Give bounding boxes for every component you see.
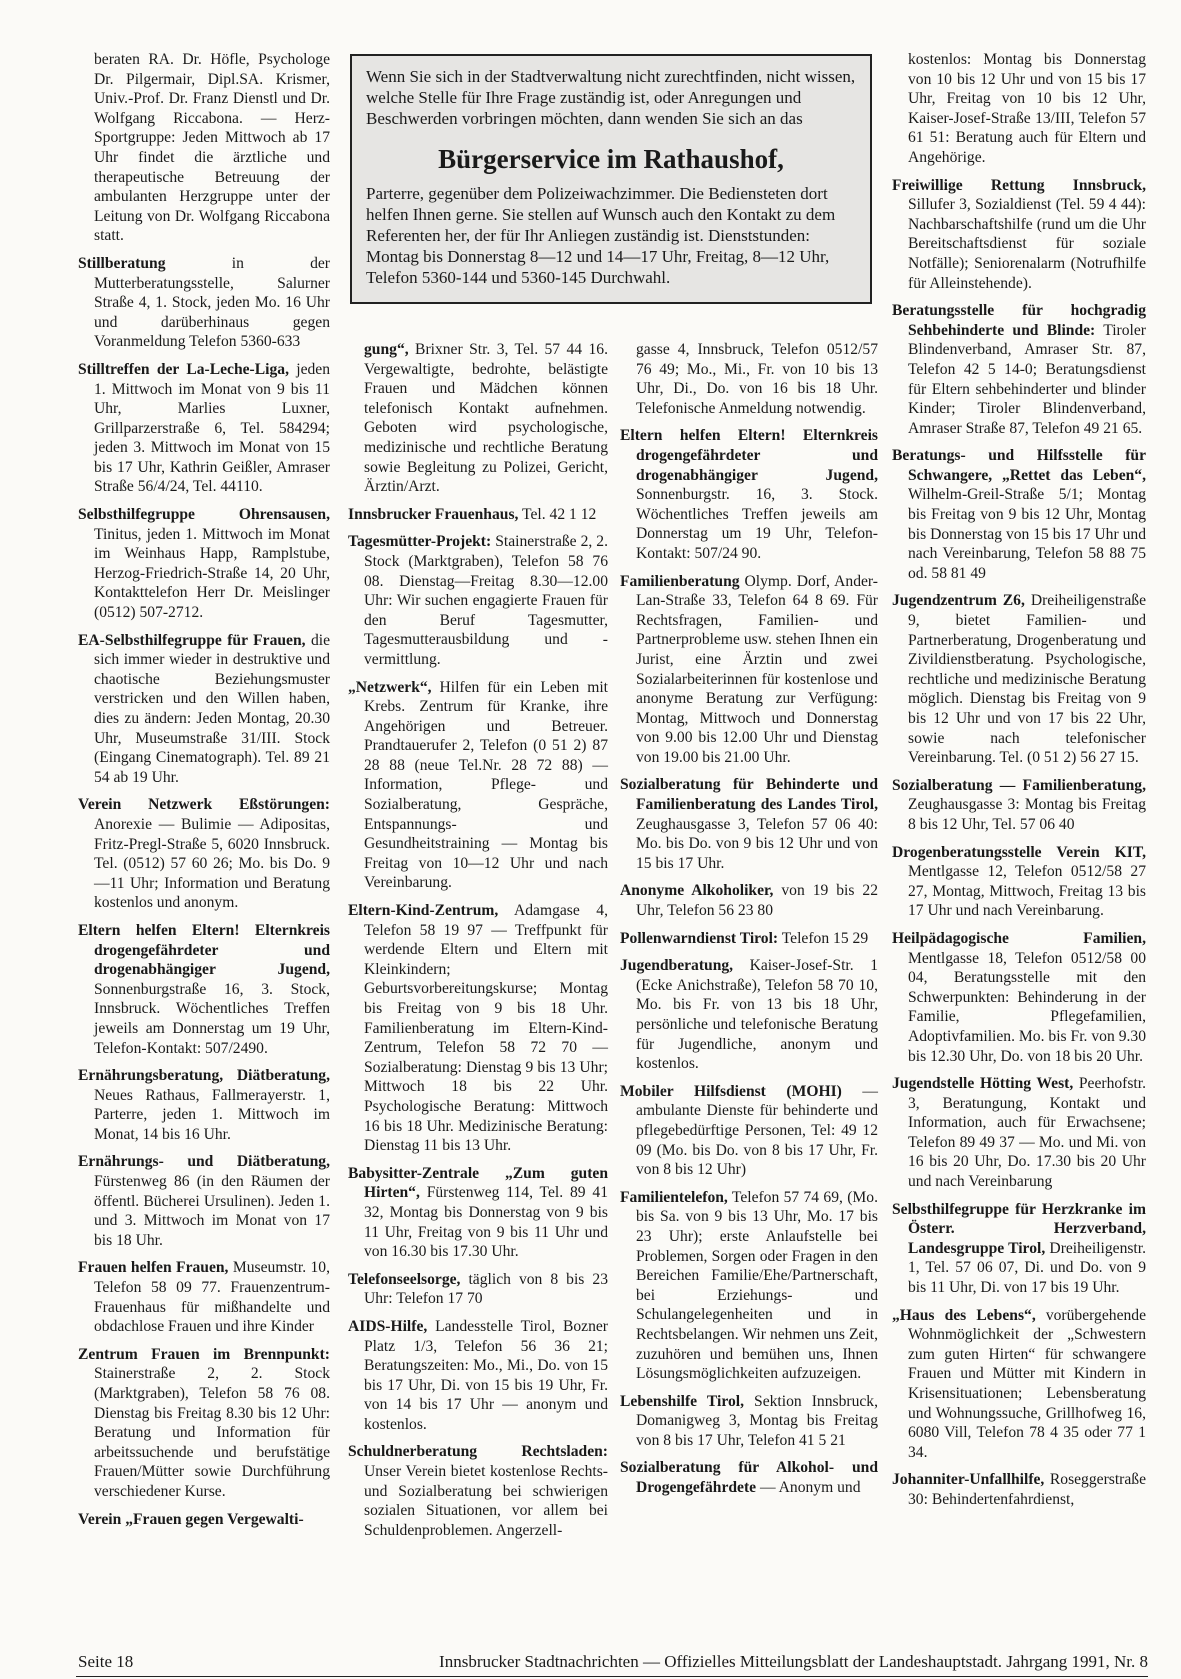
listing-text: kostenlos: Montag bis Donnerstag von 10 bis 12 Uhr und von 15 bis 17 Uhr, Freitag von 10 bis 12 Uhr, Kaiser-Josef-Straße 13/III, Telefon 57 61 51: Beratung auch für Eltern und Angehörige. — [908, 51, 1146, 166]
listing-text: von 19 bis 22 Uhr, Telefon 56 23 80 — [636, 882, 878, 920]
listing-entry — [348, 1317, 608, 1435]
listing-entry — [892, 1200, 1146, 1298]
listing-heading: EA-Selbsthilfegruppe für Frauen, — [78, 631, 306, 649]
listing-text: Zeughausgasse 3: Montag bis Freitag 8 bis 12 Uhr, Tel. 57 06 40 — [908, 796, 1146, 833]
listing-text: Peerhofstr. 3, Beratungung, Kontakt und Information, auch für Erwachsene; Telefon 89 49 37 — Mo. und Mi. von 16 bis 20 Uhr, Do. 17.30 bis 20 Uhr und nach Vereinbarung — [908, 1075, 1146, 1191]
listing-entry — [892, 776, 1146, 835]
listing-heading: Eltern-Kind-Zentrum, — [348, 902, 499, 920]
listing-entry — [620, 881, 878, 920]
listing-entry — [78, 50, 330, 246]
listing-entry — [78, 254, 330, 352]
listing-text: in der Mutterberatungsstelle, Salurner Straße 4, 1. Stock, jeden Mo. 16 Uhr und darüberhinaus gegen Voranmeldung Telefon 5360-633 — [94, 254, 330, 351]
listing-heading: Ernährungsberatung, Diätberatung, — [78, 1067, 330, 1085]
listing-heading: Schuldnerberatung Rechtsladen: — [348, 1443, 608, 1461]
listing-heading: Innsbrucker Frauenhaus, — [348, 505, 519, 523]
listing-heading: Verein „Frauen gegen Vergewalti- — [78, 1510, 304, 1528]
listing-text: vorübergehende Wohnmöglichkeit der „Schwestern zum guten Hirten“ für schwangere Frauen und Mütter mit Kindern in Krisensituationen; Lebensberatung und Wohnungssuche, Grillhofweg 16, 6080 Vill, Telefon 78 4 35 oder 77 1 34. — [908, 1306, 1146, 1461]
listing-entry — [78, 1510, 330, 1530]
listing-text: Neues Rathaus, Fallmerayerstr. 1, Parterre, jeden 1. Mittwoch im Monat, 14 bis 16 Uhr. — [94, 1086, 330, 1143]
listing-text: Adamgase 4, Telefon 58 19 97 — Treffpunkt für werdende Eltern und Eltern mit Kleinkindern; Geburtsvorbereitungskurse; Montag bis Freitag von 9 bis 18 Uhr. Familienberatung im Eltern-Kind-Zentrum, Telefon 58 72 70 — Sozialberatung: Dienstag 9 bis 13 Uhr; Mittwoch 18 bis 22 Uhr. Psychologische Beratung: Mittwoch 16 bis 18 Uhr. Medizinische Beratung: Dienstag 11 bis 13 Uhr. — [364, 902, 608, 1155]
listing-heading: Lebenshilfe Tirol, — [620, 1392, 744, 1410]
listing-text: Telefon 15 29 — [778, 929, 869, 947]
listing-heading: Jugendberatung, — [620, 957, 734, 975]
listing-entry — [892, 929, 1146, 1066]
listing-text: — Anonym und — [756, 1479, 861, 1497]
listing-entry — [892, 50, 1146, 168]
listing-heading: Beratungsstelle für hochgradig Sehbehinderte und Blinde: — [892, 302, 1146, 339]
listing-heading: Beratungs- und Hilfsstelle für Schwangere, „Rettet das Leben“, — [892, 447, 1146, 484]
listing-entry — [78, 1066, 330, 1144]
listing-heading: Jugendstelle Hötting West, — [892, 1075, 1074, 1093]
listing-text: Museumstr. 10, Telefon 58 09 77. Frauenzentrum-Frauenhaus für mißhandelte und obdachlose Frauen und ihre Kinder — [94, 1259, 330, 1336]
listing-heading: Frauen helfen Frauen, — [78, 1259, 229, 1277]
listing-heading: Johanniter-Unfallhilfe, — [892, 1471, 1045, 1489]
listing-entry — [892, 301, 1146, 438]
listing-text: Olymp. Dorf, Ander-Lan-Straße 33, Telefon 64 8 69. Für Rechtsfragen, Familien- und Partnerprobleme usw. stehen Ihnen ein Jurist, eine Ärztin und zwei Sozialarbeiterinnen für kostenlose und anonyme Beratung zur Verfügung: Montag, Mittwoch und Donnerstag von 9.00 bis 12.00 Uhr und Dienstag von 19.00 bis 21.00 Uhr. — [636, 572, 878, 766]
listing-heading: gung“, — [364, 341, 409, 358]
listing-text: Kaiser-Josef-Str. 1 (Ecke Anichstraße), Telefon 58 70 10, Mo. bis Fr. von 13 bis 18 Uhr, persönliche und telefonische Beratung für Jugendliche, anonym und kostenlos. — [636, 957, 878, 1073]
listing-text: gasse 4, Innsbruck, Telefon 0512/57 76 49; Mo., Mi., Fr. von 10 bis 13 Uhr, Di., Do. von 16 bis 18 Uhr. Telefonische Anmeldung notwendig. — [636, 341, 878, 417]
listing-text: beraten RA. Dr. Höfle, Psychologe Dr. Pilgermair, Dipl.SA. Krismer, Univ.-Prof. Dr. Franz Dienstl und Dr. Wolfgang Riccabona. — Herz-Sportgruppe: Jeden Mittwoch ab 17 Uhr findet die ärztliche und therapeutische Betreuung der ambulanten Herzgruppe unter der Leitung von Dr. Wolfgang Riccabona statt. — [94, 51, 330, 245]
listing-heading: Ernährungs- und Diätberatung, — [78, 1153, 330, 1171]
box-intro: Wenn Sie sich in der Stadtverwaltung nicht zurechtfinden, nicht wissen, welche Stelle für Ihre Frage zuständig ist, oder Anregungen und Beschwerden vorbringen möchten, dann wenden Sie sich an das — [366, 67, 856, 128]
listing-text: Telefon 57 74 69, (Mo. bis Sa. von 9 bis 13 Uhr, Mo. 17 bis 23 Uhr); erste Anlaufstelle bei Problemen, Sorgen oder Fragen in den Bereichen Familie/Ehe/Partnerschaft, bei Erziehungs- und Schulangelegenheiten und in Rechtsbelangen. Wir nehmen uns Zeit, zuzuhören und bemühen uns, Ihnen Lösungsmöglichkeiten aufzuzeigen. — [636, 1188, 878, 1383]
column-4 — [892, 50, 1146, 1518]
listing-text: Stainerstraße 2, 2. Stock (Marktgraben), Telefon 58 76 08. Dienstag—Freitag 8.30—12.00 Uhr: Wir suchen engagierte Frauen für den Beruf Tagesmutter, Tagesmutterausbildung und -vermittlung. — [364, 533, 608, 668]
listing-heading: Stillberatung — [78, 254, 166, 272]
listing-entry — [620, 1392, 878, 1451]
listing-text: Brixner Str. 3, Tel. 57 44 16. Vergewaltigte, bedrohte, belästigte Frauen und Mädchen können telefonisch Kontakt aufnehmen. Geboten wird psychologische, medizinische und rechtliche Beratung sowie Begleitung zu Polizei, Gericht, Ärztin/Arzt. — [364, 341, 608, 496]
listing-text: täglich von 8 bis 23 Uhr: Telefon 17 70 — [364, 1270, 608, 1308]
listing-text: Stainerstraße 2, 2. Stock (Marktgraben), Telefon 58 76 08. Dienstag bis Freitag 8.30 bis 12 Uhr: Beratung und Information für arbeitssuchende und berufstätige Frauen/Mütter sowie Durchführung verschiedener Kurse. — [94, 1365, 330, 1500]
listing-text: Fürstenweg 114, Tel. 89 41 32, Montag bis Donnerstag von 9 bis 11 Uhr, Freitag von 9 bis 11 Uhr und von 16.30 bis 17.30 Uhr. — [364, 1184, 608, 1261]
listing-heading: Familientelefon, — [620, 1188, 728, 1206]
listing-entry — [78, 1152, 330, 1250]
listing-entry — [78, 505, 330, 623]
footer-rule — [76, 1676, 1148, 1677]
listing-entry — [892, 1470, 1146, 1509]
listing-entry — [348, 340, 608, 497]
listing-text: Roseggerstraße 30: Behindertenfahrdienst, — [908, 1471, 1146, 1508]
listing-text: Zeughausgasse 3, Telefon 57 06 40: Mo. bis Do. von 9 bis 12 Uhr und von 15 bis 17 Uhr. — [636, 815, 878, 872]
listing-text: Sektion Innsbruck, Domanigweg 3, Montag bis Freitag von 8 bis 17 Uhr, Telefon 41 5 21 — [636, 1392, 878, 1449]
listing-heading: Anonyme Alkoholiker, — [620, 882, 774, 900]
listing-entry — [620, 956, 878, 1074]
listing-entry — [78, 921, 330, 1058]
listing-text: Wilhelm-Greil-Straße 5/1; Montag bis Freitag von 9 bis 12 Uhr, Montag bis Donnerstag von 15 bis 17 Uhr und nach Vereinbarung, Telefon 58 88 75 od. 58 81 49 — [908, 486, 1146, 582]
listing-heading: Stilltreffen der La-Leche-Liga, — [78, 360, 289, 378]
listing-entry — [348, 678, 608, 894]
page-footer — [78, 1652, 1148, 1672]
listing-entry — [620, 340, 878, 418]
listing-heading: Sozialberatung für Alkohol- und Drogengefährdete — [620, 1459, 878, 1497]
listing-entry — [348, 901, 608, 1156]
listing-entry — [892, 1306, 1146, 1463]
listing-entry — [892, 591, 1146, 767]
column-1 — [78, 50, 330, 1537]
listing-text: jeden 1. Mittwoch im Monat von 9 bis 11 Uhr, Marlies Luxner, Grillparzerstraße 6, Tel. 584294; jeden 3. Mittwoch im Monat von 15 bis 17 Uhr, Kathrin Geißler, Amraser Straße 56/4/24, Tel. 44110. — [94, 360, 331, 496]
buergerservice-box — [350, 54, 872, 304]
listing-text: Dreiheiligenstr. 1, Tel. 57 06 07, Di. und Do. von 9 bis 11 Uhr, Di. von 17 bis 19 Uhr. — [908, 1239, 1146, 1297]
listing-heading: Familienberatung — [620, 572, 740, 590]
listing-text: Dreiheiligenstraße 9, bietet Familien- und Partnerberatung, Drogenberatung und Zivildienstberatung. Psychologische, rechtliche und medizinische Beratung möglich. Dienstag bis Freitag von 9 bis 12 Uhr und von 17 bis 22 Uhr, sowie nach telefonischer Vereinbarung. Tel. (0 51 2) 56 27 15. — [908, 592, 1146, 767]
listing-entry — [620, 1082, 878, 1180]
listing-heading: „Haus des Lebens“, — [892, 1306, 1036, 1324]
listing-entry — [78, 795, 330, 913]
listing-entry — [348, 1442, 608, 1540]
listing-text: Hilfen für ein Leben mit Krebs. Zentrum für Kranke, ihre Angehörigen und Betreuer. Prandtauerufer 2, Telefon (0 51 2) 87 28 88 (neue Tel.Nr. 28 72 88) — Information, Pflege- und Sozialberatung, Gespräche, Entspannungs- und Gesundheitstraining — Montag bis Freitag von 10—12 Uhr und nach Vereinbarung. — [364, 678, 608, 892]
listing-heading: AIDS-Hilfe, — [348, 1317, 428, 1335]
listing-heading: Freiwillige Rettung Innsbruck, — [892, 176, 1146, 194]
listing-entry — [348, 1270, 608, 1309]
listing-heading: Eltern helfen Eltern! Elternkreis drogengefährdeter und drogenabhängiger Jugend, — [620, 427, 878, 484]
listing-entry — [892, 176, 1146, 294]
listing-entry — [892, 843, 1146, 921]
listing-heading: Verein Netzwerk Eßstörungen: — [78, 796, 330, 814]
publication-line: Innsbrucker Stadtnachrichten — Offizielles Mitteilungsblatt der Landeshauptstadt. Jahrgang 1991, Nr. 8 — [439, 1652, 1148, 1671]
listing-text: Anorexie — Bulimie — Adipositas, Fritz-Pregl-Straße 5, 6020 Innsbruck. Tel. (0512) 57 60 26; Mo. bis Do. 9—11 Uhr; Information und Beratung kostenlos und anonym. — [94, 815, 330, 912]
listing-heading: Eltern helfen Eltern! Elternkreis drogengefährdeter und drogenabhängiger Jugend, — [78, 921, 330, 979]
listing-entry — [620, 775, 878, 873]
listing-text: die sich immer wieder in destruktive und chaotische Beziehungsmuster verstricken und den Willen haben, dies zu ändern: Jeden Montag, 20.30 Uhr, Museumstraße 31/III. Stock (Eingang Cinematograph). Tel. 89 21 54 ab 19 Uhr. — [94, 631, 330, 786]
listing-text: — ambulante Dienste für behinderte und pflegebedürftige Personen, Tel: 49 12 09 (Mo. bis Do. von 8 bis 17 Uhr, Fr. von 8 bis 12 Uhr) — [636, 1082, 878, 1179]
listing-text: Sonnenburgstraße 16, 3. Stock, Innsbruck. Wöchentliches Treffen jeweils am Donnerstag um 19 Uhr, Telefon-Kontakt: 507/2490. — [94, 980, 330, 1057]
listing-heading: Tagesmütter-Projekt: — [348, 533, 492, 551]
listing-heading: Sozialberatung für Behinderte und Familienberatung des Landes Tirol, — [620, 776, 878, 814]
listing-entry — [348, 532, 608, 669]
page-number: Seite 18 — [78, 1652, 134, 1671]
listing-heading: „Netzwerk“, — [348, 678, 432, 696]
listing-entry — [620, 1458, 878, 1497]
listing-text: Fürstenweg 86 (in den Räumen der öffentl. Bücherei Ursulinen). Jeden 1. und 3. Mittwoch im Monat von 17 bis 18 Uhr. — [94, 1173, 330, 1249]
listing-entry — [620, 572, 878, 768]
listing-heading: Drogenberatungsstelle Verein KIT, — [892, 843, 1146, 861]
listing-entry — [620, 426, 878, 563]
listing-text: Mentlgasse 12, Telefon 0512/58 27 27, Montag, Mittwoch, Freitag 13 bis 17 Uhr und nach Vereinbarung. — [908, 863, 1146, 920]
listing-entry — [892, 446, 1146, 583]
listing-entry — [348, 505, 608, 525]
listing-text: Sonnenburgstr. 16, 3. Stock. Wöchentliches Treffen jeweils am Donnerstag um 19 Uhr, Telefon-Kontakt: 507/24 90. — [636, 486, 878, 562]
listing-text: Landesstelle Tirol, Bozner Platz 1/3, Telefon 56 36 21; Beratungszeiten: Mo., Mi., Do. von 15 bis 17 Uhr, Di. von 15 bis 19 Uhr, Fr. von 14 bis 17 Uhr — anonym und kostenlos. — [364, 1317, 608, 1433]
listing-heading: Telefonseelsorge, — [348, 1270, 461, 1288]
listing-entry — [892, 1074, 1146, 1192]
listing-heading: Babysitter-Zentrale „Zum guten Hirten“, — [348, 1164, 608, 1202]
listing-text: Unser Verein bietet kostenlose Rechts- und Sozialberatung bei schwierigen sozialen Situationen, vor allem bei Schuldenproblemen. Angerzell- — [364, 1463, 608, 1539]
column-3 — [620, 340, 878, 1506]
listing-entry — [78, 1258, 330, 1336]
listing-text: Tel. 42 1 12 — [518, 505, 597, 523]
listing-entry — [620, 1188, 878, 1384]
listing-heading: Zentrum Frauen im Brennpunkt: — [78, 1345, 330, 1363]
listing-text: Tiroler Blindenverband, Amraser Str. 87, Telefon 42 5 14-0; Beratungsdienst für Eltern sehbehinderter und blinder Kinder; Tiroler Blindenverband, Amraser Straße 87, Telefon 49 21 65. — [908, 321, 1146, 437]
listing-heading: Jugendzentrum Z6, — [892, 592, 1025, 610]
listing-heading: Selbsthilfegruppe Ohrensausen, — [78, 506, 330, 524]
listing-text: Tinitus, jeden 1. Mittwoch im Monat im Weinhaus Happ, Ramplstube, Herzog-Friedrich-Straße 14, 20 Uhr, Kontakttelefon Herr Dr. Meislinger (0512) 507-2712. — [94, 525, 330, 622]
box-title: Bürgerservice im Rathaushof, — [438, 144, 784, 174]
listing-heading: Sozialberatung — Familienberatung, — [892, 776, 1146, 794]
listing-heading: Heilpädagogische Familien, — [892, 929, 1146, 947]
listing-heading: Pollenwarndienst Tirol: — [620, 929, 779, 947]
listing-entry — [78, 360, 330, 497]
listing-text: Mentlgasse 18, Telefon 0512/58 00 04, Beratungsstelle mit den Schwerpunkten: Behinderung in der Familie, Pflegefamilien, Adoptivfamilien. Mo. bis Fr. von 9.30 bis 12.30 Uhr, Do. von 18 bis 20 Uhr. — [908, 949, 1146, 1065]
listing-entry — [620, 929, 878, 949]
listing-entry — [78, 1345, 330, 1502]
listing-entry — [78, 631, 330, 788]
listing-heading: Mobiler Hilfsdienst (MOHI) — [620, 1082, 842, 1100]
listing-text: Sillufer 3, Sozialdienst (Tel. 59 4 44): Nachbarschaftshilfe (rund um die Uhr Bereitschaftsdienst für soziale Notfälle); Seniorenalarm (Notrufhilfe für Alleinstehende). — [908, 196, 1146, 292]
listing-entry — [348, 1164, 608, 1262]
column-2 — [348, 340, 608, 1548]
listing-heading: Selbsthilfegruppe für Herzkranke im Österr. Herzverband, Landesgruppe Tirol, — [892, 1200, 1146, 1257]
box-body: Parterre, gegenüber dem Polizeiwachzimmer. Die Bediensteten dort helfen Ihnen gerne. Sie stellen auf Wunsch auch den Kontakt zu dem Referenten her, der für Ihr Anliegen zuständig ist. Dienststunden: Montag bis Donnerstag 8—12 und 14—17 Uhr, Freitag, 8—12 Uhr, Telefon 5360-144 und 5360-145 Durchwahl. — [366, 184, 836, 287]
